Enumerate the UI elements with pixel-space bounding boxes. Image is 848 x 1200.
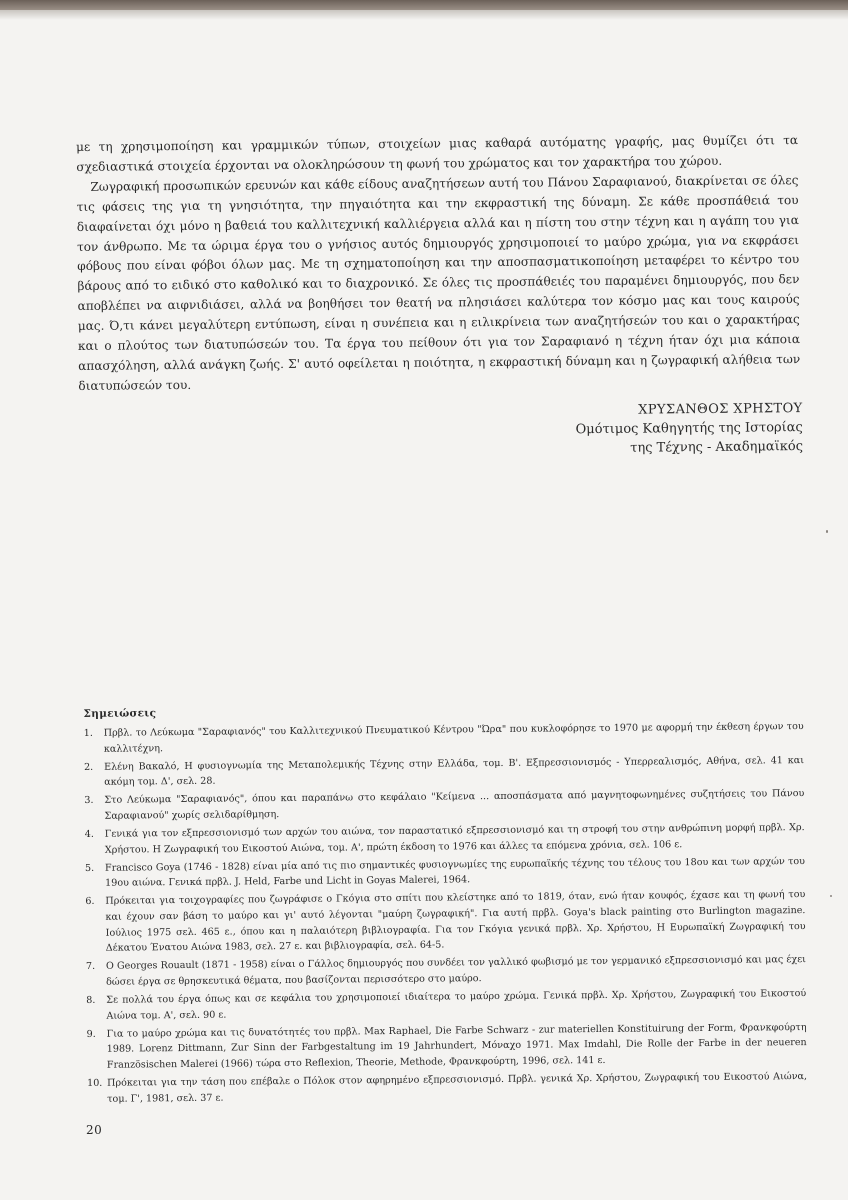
note-number: 6.	[85, 896, 95, 908]
note-text: Ελένη Βακαλό, Η φυσιογνωμία της Μεταπολεμικής Τέχνης στην Ελλάδα, τομ. Β'. Εξπρεσσιονισμός - Υπερρεαλισμός, Αθήνα, σελ. 41 και ακόμη τομ. Δ', σελ. 28.	[103, 754, 805, 789]
note-item	[82, 719, 804, 757]
document-page	[76, 131, 810, 1138]
note-item	[84, 986, 806, 1024]
notes-list	[82, 719, 808, 1110]
paragraph-continued: με τη χρησιμοποίηση και γραμμικών τύπων, στοιχείων μιας καθαρά αυτόματης γραφής, μας θυμίζει ότι τα σχεδιαστικά στοιχεία έρχονται να ολοκληρώσουν τη φωνή του χρώματος και τον χαρακτήρα του χώρου.	[76, 133, 799, 174]
scan-shadow	[0, 10, 848, 20]
note-number: 4.	[84, 828, 94, 841]
note-item	[84, 952, 806, 990]
scan-top-edge	[0, 0, 848, 10]
body-text	[76, 131, 800, 397]
note-text: Γενικά για τον εξπρεσσιονισμό των αρχών του αιώνα, τον παραστατικό εξπρεσσιονισμό και τη στροφή του στην ανθρώπινη μορφή πρβλ. Χρ. Χρήστου. Η Ζωγραφική του Εικοστού Αιώνα, τομ. Α', πρώτη έκδοση το 1976 και άλλες τα επόμενα χρόνια, σελ. 106 ε.	[104, 822, 805, 856]
note-text: Στο Λεύκωμα "Σαραφιανός", όπου και παραπάνω στο κεφάλαιο "Κείμενα ... αποσπάσματα από μαγνητοφωνημένες συζητήσεις του Πάνου Σαραφιανού" χωρίς σελιδαρίθμηση.	[104, 788, 805, 822]
note-number: 10.	[87, 1077, 103, 1089]
note-number: 2.	[83, 761, 94, 773]
note-item	[85, 1069, 807, 1107]
note-item	[85, 1020, 807, 1074]
note-item	[82, 786, 804, 824]
note-text: Για το μαύρο χρώμα και τις δυνατότητές του πρβλ. Max Raphael, Die Farbe Schwarz - zur materiellen Konstituirung der Form, Φρανκφούρτη 1989. Lorenz Dittmann, Zur Sinn der Farbgestaltung im 19 Jahrhundert, Μόναχο 1971. Max Imdahl, Die Rolle der Farbe in der neueren Französischen Malerei (1966) τώρα στο Reflexion, Theorie, Methode, Φρανκφούρτη, 1996, σελ. 141 ε.	[106, 1021, 807, 1071]
note-number: 5.	[84, 862, 95, 874]
author-name: ΧΡΥΣΑΝΘΟΣ ΧΡΗΣΤΟΥ	[638, 401, 803, 418]
signature-block	[503, 399, 804, 459]
note-text: Francisco Goya (1746 - 1828) είναι μία από τις πιο σημαντικές φυσιογνωμίες της ευρωπαϊκής τέχνης του τέλους του 18ου και των αρχών του 19ου αιώνα. Γενικά πρβλ. J. Held, Farbe und Licht in Goyas Malerei, 1964.	[104, 855, 806, 890]
note-item	[83, 820, 805, 858]
note-text: Σε πολλά του έργα όπως και σε κεφάλια του χρησιμοποιεί ιδιαίτερα το μαύρο χρώμα. Γενικά πρβλ. Χρ. Χρήστου, Ζωγραφική του Εικοστού Αιώνα τομ. Α', σελ. 90 ε.	[106, 988, 807, 1022]
scan-speck	[826, 530, 828, 533]
note-number: 3.	[84, 795, 94, 807]
note-text: Πρβλ. το Λεύκωμα "Σαραφιανός" του Καλλιτεχνικού Πνευματικού Κέντρου "Ώρα" που κυκλοφόρησε το 1970 με αφορμή την έκθεση έργων του καλλιτέχνη.	[103, 721, 804, 755]
note-text: Πρόκειται για την τάση που επέβαλε ο Πόλοκ στον αφηρημένο εξπρεσσιονισμό. Πρβλ. γενικά Χρ. Χρήστου, Ζωγραφική του Εικοστού Αιώνα, τομ. Γ', 1981, σελ. 37 ε.	[107, 1070, 808, 1105]
paragraph-main: Ζωγραφική προσωπικών ερευνών και κάθε είδους αναζητήσεων αυτή του Πάνου Σαραφιανού, διακρίνεται σε όλες τις φάσεις της για τη γνησιότητα, την πηγαιότητα και την εκφραστική της δύναμη. Σε κάθε προσπάθειά του διαφαίνεται όχι μόνο η βαθειά του καλλιτεχνική καλλιέργεια αλλά και η πίστη του στην τέχνη και η αγάπη του για τον άνθρωπο. Με τα ώριμα έργα του ο γνήσιος αυτός δημιουργός χρησιμοποιεί το μαύρο χρώμα, για να εκφράσει φόβους που είναι φόβοι όλων μας. Με τη σχηματοποίηση και την αποσπασματικοποίηση μεταφέρει το κέντρο του βάρους από το ειδικό στο καθολικό και το διαχρονικό. Σε όλες τις προσπάθειές του παραμένει δημιουργός, που δεν αποβλέπει να αιφνιδιάσει, αλλά να βοηθήσει τον θεατή να πλησιάσει καλύτερα τον κόσμο μας και τους καιρούς μας. Ό,τι κάνει μεγαλύτερη εντύπωση, είναι η συνέπεια και η ειλικρίνεια των αναζητήσεών του και ο χαρακτήρας και ο πλούτος των διατυπώσεών του. Τα έργα του πείθουν ότι για τον Σαραφιανό η τέχνη ήταν όχι μια κάποια απασχόληση, αλλά ανάγκη ζωής. Σ' αυτό οφείλεται η ποιότητα, η εκφραστική δύναμη και η ζωγραφική αλήθεια των διατυπώσεών του.	[76, 172, 801, 393]
author-title-line-1: Ομότιμος Καθηγητής της Ιστορίας	[575, 420, 803, 438]
note-item	[83, 887, 806, 956]
note-number: 1.	[83, 727, 93, 739]
note-text: Ο Georges Rouault (1871 - 1958) είναι ο Γάλλος δημιουργός που συνδέει τον γαλλικό φωβισμό με τον γερμανικό εξπρεσσιονισμό και μας έχει δώσει έργα σε θρησκευτικά θέματα, που βασίζονται περισσότερο στο μαύρο.	[105, 954, 806, 988]
author-title-line-2: της Τέχνης - Ακαδημαϊκός	[630, 439, 804, 456]
note-number: 7.	[85, 961, 96, 973]
page-number: 20	[86, 1123, 103, 1137]
note-text: Πρόκειται για τοιχογραφίες που ζωγράφισε ο Γκόγια στο σπίτι που κλείστηκε από το 1819, όταν, ενώ ήταν κουφός, έχασε και τη φωνή του και έχουν σαν βάση το μαύρο και γι' αυτό λέγονται "μαύρη ζωγραφική". Για αυτή πρβλ. Goya's black painting στο Burlington magazine. Ιούλιος 1975 σελ. 465 ε., όπου και η παλαιότερη βιβλιογραφία. Για τον Γκόγια γενικά πρβλ. Χρ. Χρήστου, Η Ευρωπαϊκή Ζωγραφική του Δέκατου Ένατου Αιώνα 1983, σελ. 27 ε. και βιβλιογραφία, σελ. 64-5.	[105, 889, 806, 954]
note-number: 9.	[86, 1028, 96, 1040]
note-item	[83, 854, 805, 892]
notes-heading: Σημειώσεις	[83, 707, 157, 720]
note-item	[82, 753, 804, 791]
scan-speck	[830, 895, 832, 897]
note-number: 8.	[86, 994, 96, 1006]
